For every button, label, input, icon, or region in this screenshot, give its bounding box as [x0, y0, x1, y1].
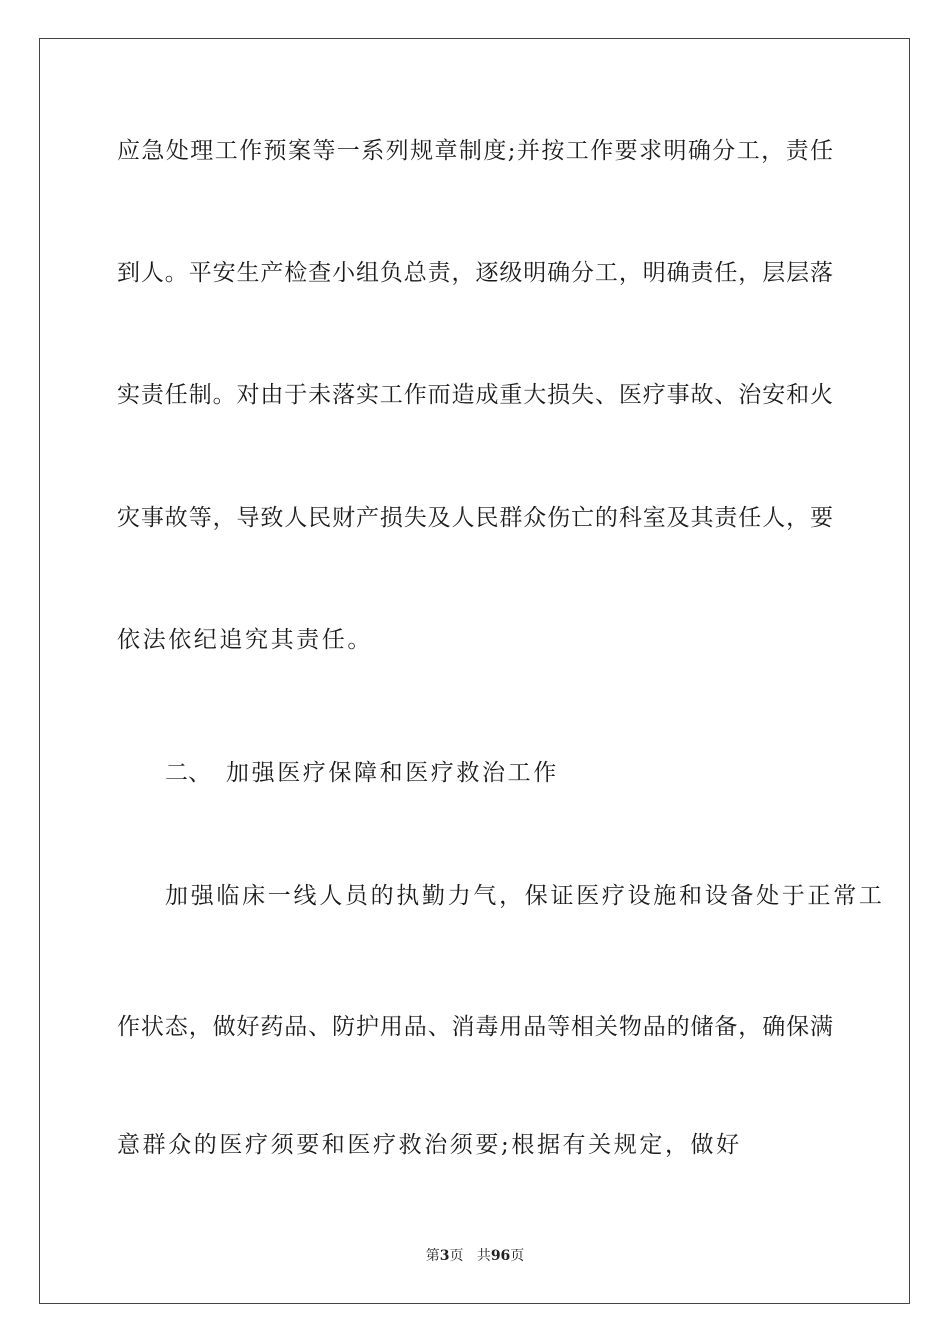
paragraph2-line-3: 意群众的医疗须要和医疗救治须要;根据有关规定，做好 — [117, 1132, 742, 1158]
footer-total-pages: 96 — [490, 1248, 511, 1264]
page-border — [39, 38, 910, 1304]
body-line-1: 应急处理工作预案等一系列规章制度;并按工作要求明确分工，责任 — [117, 138, 833, 164]
footer-total-prefix: 共 — [476, 1248, 491, 1264]
paragraph2-line-2: 作状态，做好药品、防护用品、消毒用品等相关物品的储备，确保满 — [117, 1014, 833, 1040]
footer-page-unit: 页 — [449, 1248, 464, 1264]
body-line-2: 到人。平安生产检查小组负总责，逐级明确分工，明确责任，层层落 — [117, 260, 833, 286]
footer-page-number: 3 — [439, 1248, 450, 1264]
footer-page-prefix: 第 — [425, 1248, 440, 1264]
page-footer — [0, 1247, 950, 1265]
paragraph2-line-1: 加强临床一线人员的执勤力气，保证医疗设施和设备处于正常工 — [165, 883, 885, 909]
body-line-5: 依法依纪追究其责任。 — [117, 627, 373, 653]
body-line-3: 实责任制。对由于未落实工作而造成重大损失、医疗事故、治安和火 — [117, 382, 833, 408]
footer-total-unit: 页 — [510, 1248, 525, 1264]
section-heading-number: 二、 — [165, 760, 211, 786]
body-line-4: 灾事故等，导致人民财产损失及人民群众伤亡的科室及其责任人，要 — [117, 505, 833, 531]
section-heading-title: 加强医疗保障和医疗救治工作 — [226, 760, 559, 786]
